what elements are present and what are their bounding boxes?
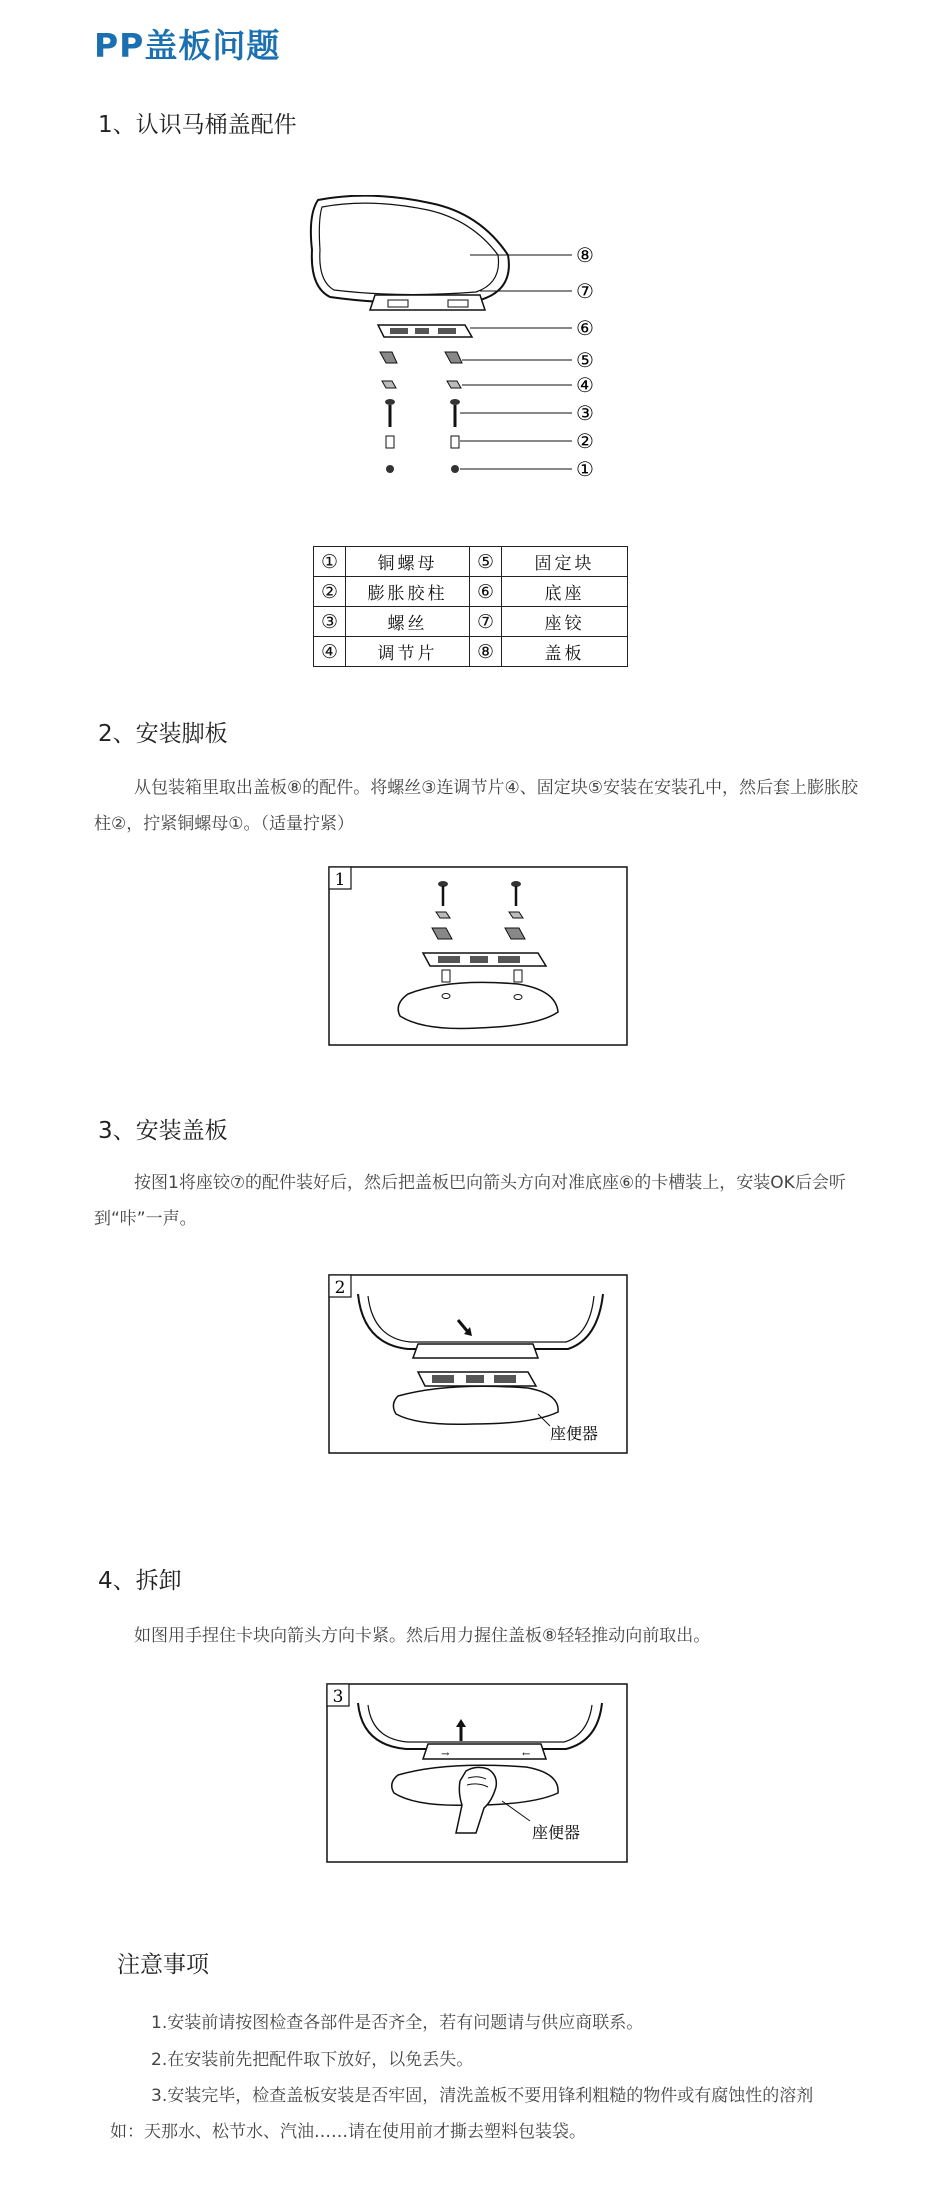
table-row [314, 607, 628, 637]
section-4-text: 如图用手捏住卡块向箭头方向卡紧。然后用力握住盖板⑧轻轻推动向前取出。 [134, 1626, 711, 1646]
section-3-heading: 3、安装盖板 [98, 1118, 228, 1144]
callout-7: ⑦ [576, 279, 594, 303]
table-cell: 座铰 [502, 607, 628, 637]
page-title: PP盖板问题 [94, 26, 281, 65]
table-row [314, 637, 628, 667]
table-cell: 固定块 [502, 547, 628, 577]
section-2-heading: 2、安装脚板 [98, 721, 228, 747]
figure-2-caption: 座便器 [550, 1424, 599, 1443]
figure-1-install-base [328, 866, 628, 1046]
callout-4: ④ [576, 373, 594, 397]
section-3-text: 按图1将座铰⑦的配件装好后，然后把盖板巴向箭头方向对准底座⑥的卡槽装上，安装OK后会听到“咔”一声。 [94, 1173, 846, 1229]
figure-2-install-lid [328, 1274, 628, 1454]
figure-1-label: 1 [334, 870, 346, 890]
section-1-heading: 1、认识马桶盖配件 [98, 112, 297, 138]
table-cell: 铜螺母 [346, 547, 470, 577]
parts-table [313, 546, 628, 667]
table-cell: ⑦ [470, 607, 502, 637]
note-continuation: 如：天那水、松节水、汽油……请在使用前才撕去塑料包装袋。 [110, 2122, 586, 2142]
figure-2-label: 2 [334, 1278, 346, 1298]
table-cell: 调节片 [346, 637, 470, 667]
exploded-parts-diagram [300, 195, 640, 525]
svg-text:←: ← [522, 1749, 531, 1760]
table-cell: ② [314, 577, 346, 607]
svg-text:→: → [441, 1749, 450, 1760]
callout-6: ⑥ [576, 316, 594, 340]
callout-1: ① [576, 457, 594, 481]
table-cell: ⑥ [470, 577, 502, 607]
section-2-text: 从包装箱里取出盖板⑧的配件。将螺丝③连调节片④、固定块⑤安装在安装孔中，然后套上膨胀胶柱②，拧紧铜螺母①。（适量拧紧） [94, 778, 858, 834]
table-cell: ③ [314, 607, 346, 637]
note-item: 1.安装前请按图检查各部件是否齐全，若有问题请与供应商联系。 [151, 2013, 644, 2033]
callout-2: ② [576, 429, 594, 453]
table-cell: ① [314, 547, 346, 577]
table-cell: 底座 [502, 577, 628, 607]
table-cell: 膨胀胶柱 [346, 577, 470, 607]
table-cell: ⑧ [470, 637, 502, 667]
section-4-heading: 4、拆卸 [98, 1568, 182, 1594]
table-row [314, 577, 628, 607]
note-item: 2.在安装前先把配件取下放好，以免丢失。 [151, 2050, 474, 2070]
notes-heading: 注意事项 [117, 1952, 209, 1978]
table-cell: ④ [314, 637, 346, 667]
table-row [314, 547, 628, 577]
table-cell: 盖板 [502, 637, 628, 667]
callout-3: ③ [576, 401, 594, 425]
note-item: 3.安装完毕，检查盖板安装是否牢固，清洗盖板不要用锋利粗糙的物件或有腐蚀性的溶剂 [151, 2086, 814, 2106]
figure-3-remove-lid [326, 1683, 628, 1863]
table-cell: 螺丝 [346, 607, 470, 637]
figure-3-label: 3 [332, 1687, 344, 1707]
callout-5: ⑤ [576, 348, 594, 372]
table-cell: ⑤ [470, 547, 502, 577]
figure-3-caption: 座便器 [532, 1823, 581, 1842]
callout-8: ⑧ [576, 243, 594, 267]
